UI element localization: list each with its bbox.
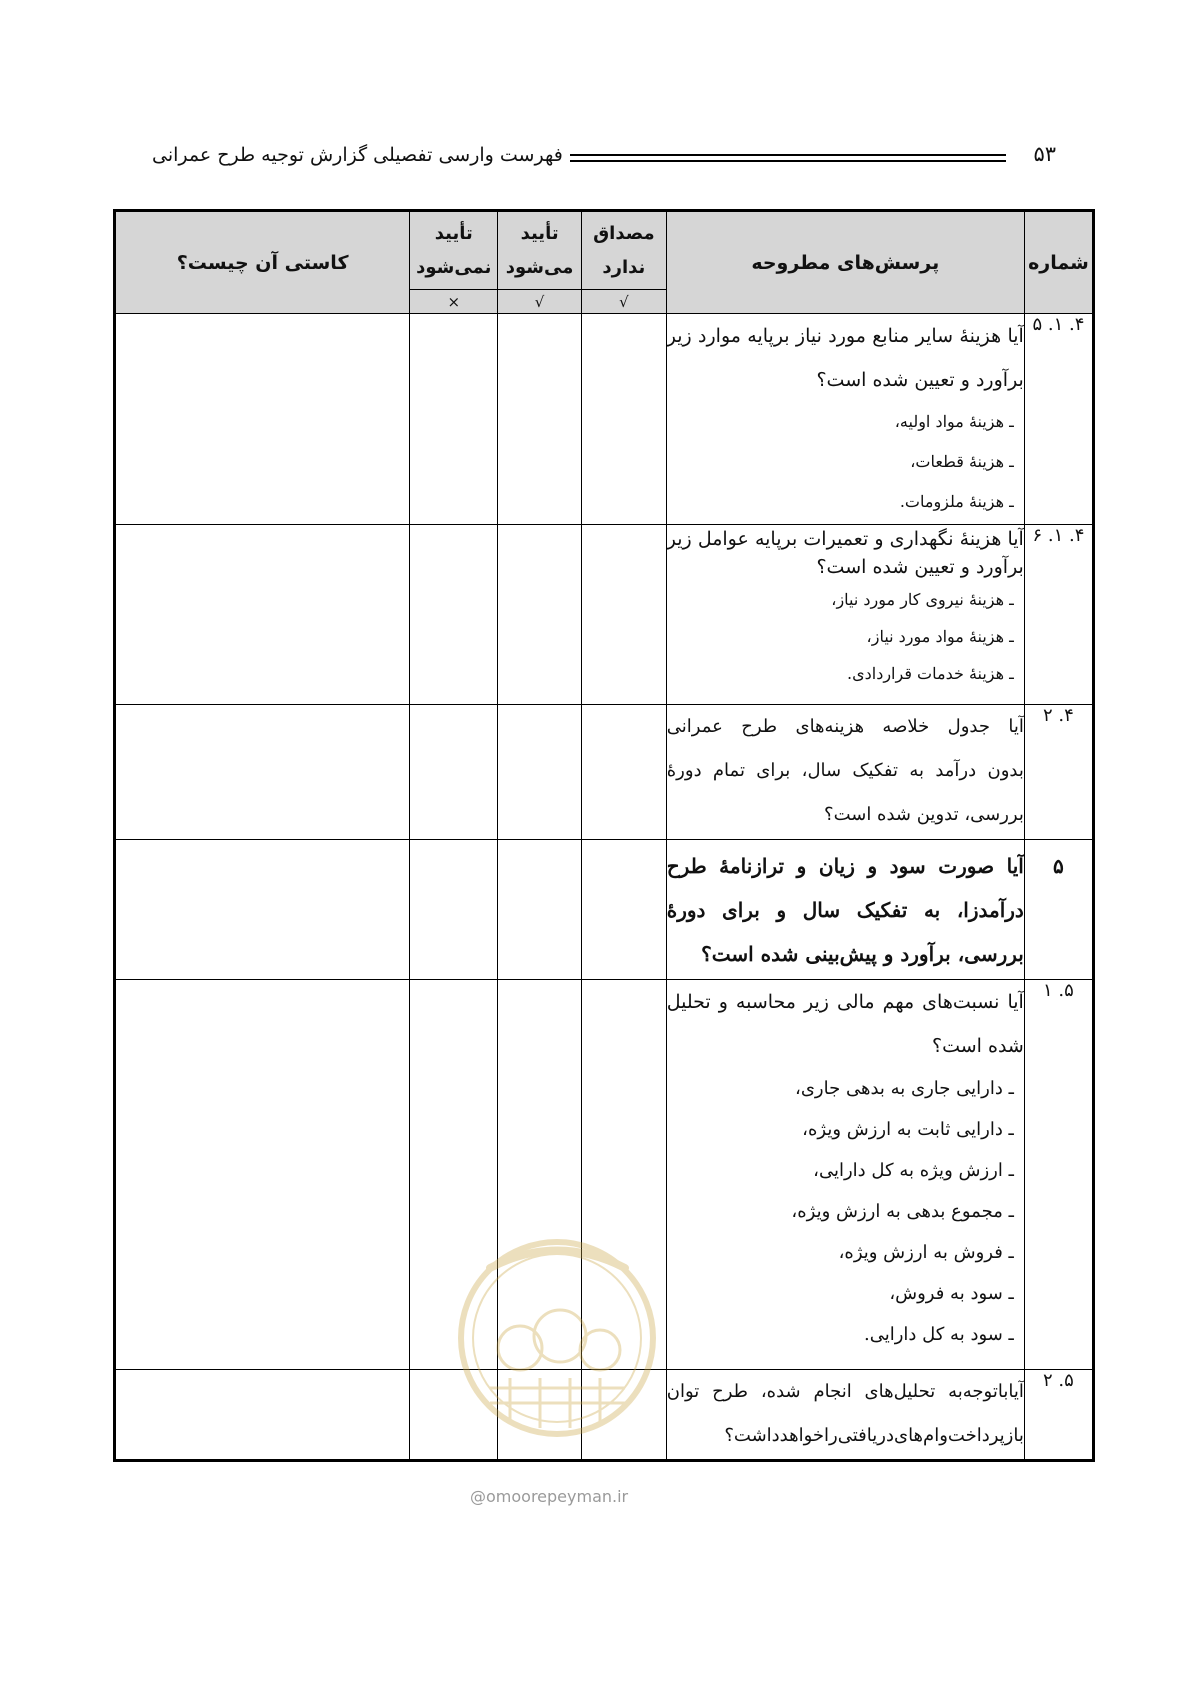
shortcoming-cell[interactable] <box>115 839 410 979</box>
question-cell: آیا هزینهٔ نگهداری و تعمیرات برپایه عوامل زیر برآورد و تعیین شده است؟ ـ هزینهٔ نیروی کار مورد نیاز، ـ هزینهٔ مواد مورد نیاز، ـ هزینهٔ خدمات قراردادی. <box>666 524 1024 705</box>
row-number: ۵. ۱ <box>1024 979 1093 1369</box>
not-applicable-cell[interactable] <box>581 524 666 705</box>
not-applicable-cell[interactable] <box>581 839 666 979</box>
question-cell: آیاباتوجه‌به تحلیل‌های انجام شده، طرح توان بازپرداخت‌وام‌های‌دریافتی‌راخواهدداشت؟ <box>666 1370 1024 1461</box>
row-number: ۴. ۱. ۶ <box>1024 524 1093 705</box>
table-row <box>115 705 1094 839</box>
row-number: ۴. ۲ <box>1024 705 1093 839</box>
approved-cell[interactable] <box>498 1370 582 1461</box>
question-cell: آیا نسبت‌های مهم مالی زیر محاسبه و تحلیل شده است؟ ـ دارایی جاری به بدهی جاری، ـ دارایی ثابت به ارزش ویژه، ـ ارزش ویژه به کل دارایی، ـ مجموع بدهی به ارزش ویژه، ـ فروش به ارزش ویژه، ـ سود به فروش، ـ سود به کل دارایی. <box>666 979 1024 1369</box>
not-approved-cell[interactable] <box>410 839 498 979</box>
table-row <box>115 979 1094 1369</box>
table-row <box>115 839 1094 979</box>
shortcoming-cell[interactable] <box>115 979 410 1369</box>
not-applicable-cell[interactable] <box>581 705 666 839</box>
approved-cell[interactable] <box>498 979 582 1369</box>
mark-approved: √ <box>498 290 582 314</box>
not-approved-cell[interactable] <box>410 524 498 705</box>
approved-cell[interactable] <box>498 524 582 705</box>
mark-not-applicable: √ <box>581 290 666 314</box>
approved-cell[interactable] <box>498 705 582 839</box>
row-number: ۴. ۱. ۵ <box>1024 314 1093 525</box>
column-header-shortcoming: کاستی آن چیست؟ <box>115 211 410 314</box>
table-row <box>115 524 1094 705</box>
shortcoming-cell[interactable] <box>115 705 410 839</box>
approved-cell[interactable] <box>498 314 582 525</box>
running-header <box>152 140 1056 174</box>
column-header-approved: تأیید می‌شود <box>498 211 582 290</box>
not-applicable-cell[interactable] <box>581 314 666 525</box>
column-header-questions: پرسش‌های مطروحه <box>666 211 1024 314</box>
not-approved-cell[interactable] <box>410 705 498 839</box>
header-double-rule <box>570 154 1006 162</box>
shortcoming-cell[interactable] <box>115 524 410 705</box>
not-approved-cell[interactable] <box>410 314 498 525</box>
question-cell: آیا هزینهٔ سایر منابع مورد نیاز برپایه موارد زیر برآورد و تعیین شده است؟ ـ هزینهٔ مواد اولیه، ـ هزینهٔ قطعات، ـ هزینهٔ ملزومات. <box>666 314 1024 525</box>
page-number: ۵۳ <box>1033 142 1056 166</box>
row-number: ۵. ۲ <box>1024 1370 1093 1461</box>
column-header-not-applicable: مصداق ندارد <box>581 211 666 290</box>
row-number: ۵ <box>1024 839 1093 979</box>
table-row <box>115 1370 1094 1461</box>
not-approved-cell[interactable] <box>410 1370 498 1461</box>
checklist-table <box>113 209 1095 1462</box>
shortcoming-cell[interactable] <box>115 1370 410 1461</box>
column-header-not-approved: تأیید نمی‌شود <box>410 211 498 290</box>
column-header-number: شماره <box>1024 211 1093 314</box>
not-applicable-cell[interactable] <box>581 1370 666 1461</box>
question-cell: آیا جدول خلاصه هزینه‌های طرح عمرانی بدون درآمد به تفکیک سال، برای تمام دورهٔ بررسی، تدوین شده است؟ <box>666 705 1024 839</box>
watermark-site: @omoorepeyman.ir <box>470 1487 629 1506</box>
shortcoming-cell[interactable] <box>115 314 410 525</box>
approved-cell[interactable] <box>498 839 582 979</box>
not-applicable-cell[interactable] <box>581 979 666 1369</box>
table-row <box>115 314 1094 525</box>
mark-not-approved: × <box>410 290 498 314</box>
running-header-title: فهرست وارسی تفصیلی گزارش توجیه طرح عمرانی <box>152 144 563 166</box>
question-cell: آیا صورت سود و زیان و ترازنامهٔ طرح درآمدزا، به تفکیک سال و برای دورهٔ بررسی، برآورد و پیش‌بینی شده است؟ <box>666 839 1024 979</box>
not-approved-cell[interactable] <box>410 979 498 1369</box>
